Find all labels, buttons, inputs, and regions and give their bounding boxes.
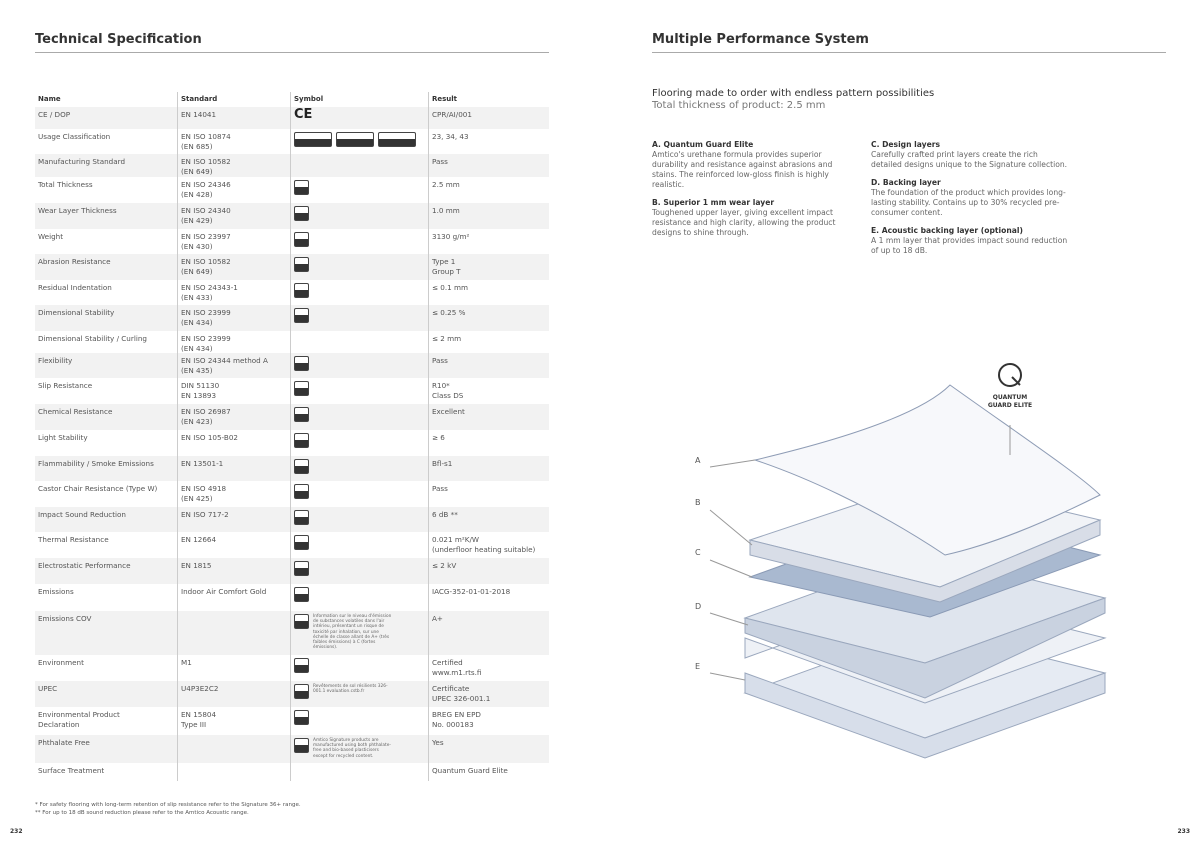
spec-symbol <box>290 378 428 404</box>
symbol-note: Amtico Signature products are manufactured using both phthalate-free and bio-based plasticisers except for recycled content. <box>313 738 391 759</box>
spec-symbol <box>290 353 428 378</box>
spec-name: Chemical Resistance <box>38 407 113 416</box>
spec-name: Weight <box>38 232 64 241</box>
spec-standard: EN ISO 23999 (EN 434) <box>177 331 290 353</box>
spec-standard: EN ISO 4918 (EN 425) <box>177 481 290 507</box>
wear-layer-icon <box>294 206 309 221</box>
spec-standard: EN ISO 24344 method A (EN 435) <box>177 353 290 378</box>
spec-symbol <box>290 331 428 353</box>
spec-symbol <box>290 203 428 229</box>
usage-class-icon <box>378 132 416 147</box>
usage-class-icon <box>294 132 332 147</box>
thickness-text: Total thickness of product: 2.5 mm <box>652 100 826 111</box>
symbol-note: Information sur le niveau d'émission de substances volatiles dans l'air intérieu, présentant un risque de toxicité par inhalation, sur une échelle de classe allant de A+ (très faibles émissions) à C (fortes émissions). <box>313 614 392 651</box>
spec-result: ≤ 0.1 mm <box>428 280 549 305</box>
table-row <box>35 584 549 611</box>
spec-result: ≤ 0.25 % <box>428 305 549 331</box>
spec-standard: EN ISO 10582 (EN 649) <box>177 154 290 177</box>
footnote: ** For up to 18 dB sound reduction please refer to the Amtico Acoustic range. <box>35 810 249 816</box>
table-row <box>35 532 549 558</box>
layer-heading: C. Design layers <box>871 140 941 149</box>
spec-standard: EN ISO 24346 (EN 428) <box>177 177 290 203</box>
m1-icon <box>294 658 309 673</box>
sound-icon <box>294 510 309 525</box>
spec-result: ≤ 2 mm <box>428 331 549 353</box>
layer-text: Toughened upper layer, giving excellent impact resistance and high clarity, allowing the product designs to shine through. <box>652 208 836 237</box>
spec-name: Environmental Product Declaration <box>38 710 120 729</box>
label-d: D <box>695 602 702 611</box>
header-name: Name <box>38 95 61 103</box>
flexibility-icon <box>294 356 309 371</box>
spec-symbol <box>290 611 428 655</box>
spec-standard: EN ISO 23997 (EN 430) <box>177 229 290 254</box>
spec-symbol <box>290 763 428 781</box>
spec-result: 6 dB ** <box>428 507 549 532</box>
table-row <box>35 331 549 353</box>
spec-standard: EN 15804 Type III <box>177 707 290 735</box>
castor-icon <box>294 484 309 499</box>
page-title-left: Technical Specification <box>35 32 202 47</box>
spec-name: CE / DOP <box>38 110 71 119</box>
spec-symbol <box>290 107 428 129</box>
usage-class-icon <box>336 132 374 147</box>
spec-name: Dimensional Stability / Curling <box>38 334 147 343</box>
spec-result: Pass <box>428 353 549 378</box>
spec-standard: EN ISO 24343-1 (EN 433) <box>177 280 290 305</box>
label-a: A <box>695 456 701 465</box>
divider <box>35 52 549 53</box>
divider <box>652 52 1166 53</box>
spec-result: Type 1 Group T <box>428 254 549 280</box>
table-row <box>35 655 549 681</box>
spec-name: Environment <box>38 658 84 667</box>
spec-symbol <box>290 681 428 707</box>
chemical-icon <box>294 407 309 422</box>
spec-name: Manufacturing Standard <box>38 157 126 166</box>
spec-standard <box>177 763 290 781</box>
page-number: 233 <box>1177 828 1190 835</box>
layer-heading: D. Backing layer <box>871 178 941 187</box>
total-thickness-icon <box>294 180 309 195</box>
epd-icon <box>294 710 309 725</box>
spec-standard: EN ISO 26987 (EN 423) <box>177 404 290 430</box>
label-e: E <box>695 662 701 671</box>
spec-result: ≤ 2 kV <box>428 558 549 584</box>
spec-name: Light Stability <box>38 433 88 442</box>
spec-standard: Indoor Air Comfort Gold <box>177 584 290 611</box>
spec-name: Total Thickness <box>38 180 93 189</box>
spec-symbol <box>290 280 428 305</box>
cov-a-plus-icon <box>294 614 309 629</box>
light-icon <box>294 433 309 448</box>
symbol-note: Revêtements de sol résilients 326-001.1 evaluation.cstb.fr <box>313 684 388 695</box>
spec-symbol <box>290 229 428 254</box>
spec-result: BREG EN EPD No. 000183 <box>428 707 549 735</box>
spec-symbol <box>290 456 428 481</box>
spec-standard: M1 <box>177 655 290 681</box>
table-header <box>35 90 549 107</box>
spec-result: Excellent <box>428 404 549 430</box>
spec-name: Phthalate Free <box>38 738 90 747</box>
spec-symbol <box>290 584 428 611</box>
table-row <box>35 763 549 781</box>
spec-result: Pass <box>428 154 549 177</box>
spec-name: Usage Classification <box>38 132 111 141</box>
spec-result: 3130 g/m² <box>428 229 549 254</box>
spec-name: Dimensional Stability <box>38 308 115 317</box>
table-row <box>35 404 549 430</box>
slip-resistance-icon <box>294 381 309 396</box>
spec-result: Quantum Guard Elite <box>428 763 549 781</box>
spec-standard: EN 13501-1 <box>177 456 290 481</box>
table-row <box>35 481 549 507</box>
spec-symbol <box>290 558 428 584</box>
spec-standard: EN ISO 24340 (EN 429) <box>177 203 290 229</box>
spec-standard: EN ISO 10874 (EN 685) <box>177 129 290 154</box>
indentation-icon <box>294 283 309 298</box>
table-row <box>35 378 549 404</box>
spec-standard: EN ISO 23999 (EN 434) <box>177 305 290 331</box>
table-row <box>35 456 549 481</box>
header-result: Result <box>428 92 549 107</box>
spec-standard: EN ISO 717-2 <box>177 507 290 532</box>
layer-text: The foundation of the product which provides long-lasting stability. Contains up to 30% recycled pre-consumer content. <box>871 188 1066 217</box>
spec-result: Bfl-s1 <box>428 456 549 481</box>
table-row <box>35 430 549 456</box>
spec-result: 2.5 mm <box>428 177 549 203</box>
header-symbol: Symbol <box>290 92 428 107</box>
intro <box>652 88 934 111</box>
layer-descriptions-col2 <box>871 140 1071 264</box>
table-row <box>35 154 549 177</box>
spec-result: 1.0 mm <box>428 203 549 229</box>
label-b: B <box>695 498 701 507</box>
footnote: * For safety flooring with long-term retention of slip resistance refer to the Signature 36+ range. <box>35 802 301 808</box>
table-row <box>35 203 549 229</box>
table-row <box>35 558 549 584</box>
spec-result: R10* Class DS <box>428 378 549 404</box>
layer-text: Amtico's urethane formula provides superior durability and resistance against abrasions and stains. The reinforced low-gloss finish is highly realistic. <box>652 150 833 189</box>
spec-standard: EN ISO 105-B02 <box>177 430 290 456</box>
spec-symbol <box>290 707 428 735</box>
spec-symbol <box>290 507 428 532</box>
table-row <box>35 681 549 707</box>
layer-heading: A. Quantum Guard Elite <box>652 140 754 149</box>
spec-name: Impact Sound Reduction <box>38 510 126 519</box>
upec-icon <box>294 684 309 699</box>
spec-standard: EN ISO 10582 (EN 649) <box>177 254 290 280</box>
quantum-guard-logo <box>988 364 1032 409</box>
spec-result: Certified www.m1.rts.fi <box>428 655 549 681</box>
spec-symbol <box>290 129 428 154</box>
weight-icon <box>294 232 309 247</box>
svg-text:GUARD ELITE: GUARD ELITE <box>987 402 1033 409</box>
spec-name: Abrasion Resistance <box>38 257 111 266</box>
page-title-right: Multiple Performance System <box>652 32 869 47</box>
spec-symbol <box>290 305 428 331</box>
spec-name: Emissions COV <box>38 614 92 623</box>
spec-result: ≥ 6 <box>428 430 549 456</box>
spec-symbol <box>290 154 428 177</box>
spec-name: Castor Chair Resistance (Type W) <box>38 484 158 493</box>
spec-symbol <box>290 532 428 558</box>
spec-name: Wear Layer Thickness <box>38 206 117 215</box>
spec-table <box>35 90 549 781</box>
page-number: 232 <box>10 828 23 835</box>
spec-symbol <box>290 655 428 681</box>
table-row <box>35 735 549 763</box>
table-row <box>35 611 549 655</box>
layer-heading: B. Superior 1 mm wear layer <box>652 198 775 207</box>
electrostatic-icon <box>294 561 309 576</box>
spec-result: IACG-352-01-01-2018 <box>428 584 549 611</box>
spec-name: UPEC <box>38 684 58 693</box>
spec-name: Electrostatic Performance <box>38 561 131 570</box>
spec-result: 0.021 m²K/W (underfloor heating suitable) <box>428 532 549 558</box>
layer-diagram <box>690 355 1170 775</box>
spec-name: Slip Resistance <box>38 381 93 390</box>
spec-name: Residual Indentation <box>38 283 112 292</box>
abrasion-icon <box>294 257 309 272</box>
table-row <box>35 305 549 331</box>
spec-result: A+ <box>428 611 549 655</box>
header-standard: Standard <box>177 92 290 107</box>
svg-text:QUANTUM: QUANTUM <box>992 394 1028 401</box>
spec-standard: DIN 51130 EN 13893 <box>177 378 290 404</box>
label-c: C <box>695 548 701 557</box>
spec-standard: EN 12664 <box>177 532 290 558</box>
spec-standard: U4P3E2C2 <box>177 681 290 707</box>
spec-name: Surface Treatment <box>38 766 105 775</box>
spec-symbol <box>290 430 428 456</box>
iac-gold-icon <box>294 587 309 602</box>
table-row <box>35 280 549 305</box>
spec-symbol <box>290 254 428 280</box>
spec-name: Thermal Resistance <box>38 535 109 544</box>
dimensional-stability-icon <box>294 308 309 323</box>
table-row <box>35 177 549 203</box>
spec-standard <box>177 611 290 655</box>
fire-icon <box>294 459 309 474</box>
layer-text: A 1 mm layer that provides impact sound reduction of up to 18 dB. <box>871 236 1068 255</box>
table-row <box>35 507 549 532</box>
heating-icon <box>294 535 309 550</box>
table-row <box>35 129 549 154</box>
spec-standard: EN 1815 <box>177 558 290 584</box>
spec-standard <box>177 735 290 763</box>
subtitle: Flooring made to order with endless pattern possibilities <box>652 88 935 99</box>
table-row <box>35 353 549 378</box>
layer-text: Carefully crafted print layers create the rich detailed designs unique to the Signature collection. <box>871 150 1068 169</box>
table-row <box>35 254 549 280</box>
table-row <box>35 107 549 129</box>
ce-mark-icon: CE <box>294 107 313 122</box>
table-row <box>35 229 549 254</box>
spec-symbol <box>290 481 428 507</box>
spec-name: Emissions <box>38 587 74 596</box>
layer-heading: E. Acoustic backing layer (optional) <box>871 226 1023 235</box>
spec-result: 23, 34, 43 <box>428 129 549 154</box>
spec-standard: EN 14041 <box>177 107 290 129</box>
spec-result: Pass <box>428 481 549 507</box>
spec-result: CPR/AI/001 <box>428 107 549 129</box>
spec-symbol <box>290 177 428 203</box>
table-row <box>35 707 549 735</box>
spec-result: Certificate UPEC 326-001.1 <box>428 681 549 707</box>
phthalate-free-icon <box>294 738 309 753</box>
spec-name: Flammability / Smoke Emissions <box>38 459 154 468</box>
spec-name: Flexibility <box>38 356 73 365</box>
spec-symbol <box>290 404 428 430</box>
spec-result: Yes <box>428 735 549 763</box>
spec-symbol <box>290 735 428 763</box>
layer-descriptions-col1 <box>652 140 857 246</box>
